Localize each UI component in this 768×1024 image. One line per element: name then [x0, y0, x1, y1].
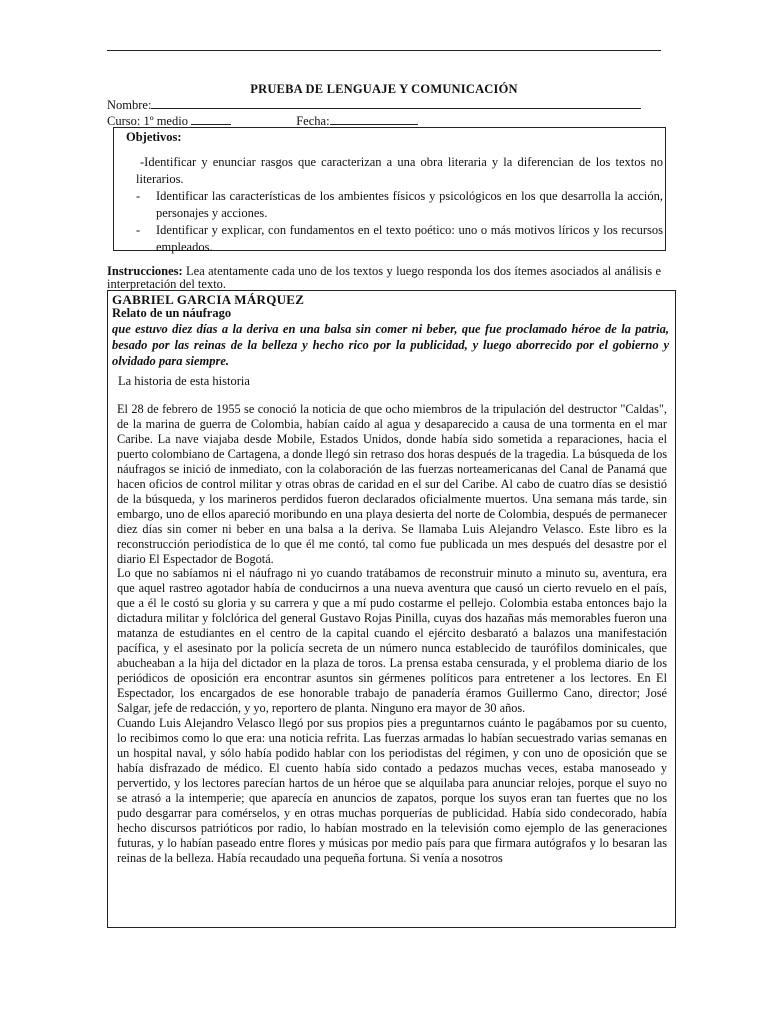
instructions-text: Lea atentamente cada uno de los textos y luego responda los dos ítemes asociados al análisis e interpretación del texto. — [107, 264, 661, 291]
work-subtitle: que estuvo diez días a la deriva en una balsa sin comer ni beber, que fue proclamado héroe de la patria, besado por las reinas de la belleza y hecho rico por la publicidad, y luego aborrecido por el gobierno y olvidado para siempre. — [112, 322, 669, 368]
work-title: Relato de un náufrago — [112, 306, 232, 320]
section-title: La historia de esta historia — [118, 374, 250, 388]
objective-item — [136, 188, 663, 222]
objective-dash: - — [136, 189, 141, 203]
header-rule — [107, 50, 661, 51]
nombre-field[interactable] — [151, 97, 641, 109]
paragraph: Lo que no sabíamos ni el náufrago ni yo cuando tratábamos de reconstruir minuto a minuto su, aventura, era que aquel rastreo agotador había de conducirnos a una nueva aventura que causó un cierto revuelo en el país, que a él le costó su gloria y su carrera y que a mí pudo costarme el pellejo. Colombia estaba entonces bajo la dictadura militar y folclórica del general Gustavo Rojas Pinilla, cuyas dos hazañas más memorables fueron una matanza de estudiantes en el centro de la capital cuando el ejército desbarató a balazos una manifestación pacífica, y el asesinato por la policía secreta de un número nunca establecido de taurófilos dominicales, que abucheaban a la hija del dictador en la plaza de toros. La prensa estaba censurada, y el problema diario de los periódicos de oposición era encontrar asuntos sin gérmenes políticos para entretener a los lectores. En El Espectador, los encargados de ese honorable trabajo de panadería éramos Guillermo Cano, director; José Salgar, jefe de redacción, y yo, reportero de planta. Ninguno era mayor de 30 años. — [117, 566, 667, 716]
paragraph: Cuando Luis Alejandro Velasco llegó por sus propios pies a preguntarnos cuánto le pagábamos por su cuento, lo recibimos como lo que era: una noticia refrita. Las fuerzas armadas lo habían secuestrado varias semanas en un hospital naval, y sólo había podido hablar con los periodistas del régimen, y con uno de oposición que se había disfrazado de médico. El cuento había sido contado a pedazos muchas veces, estaba manoseado y pervertido, y los lectores parecían hartos de un héroe que se alquilaba para anunciar relojes, porque el suyo no se atrasó a la intemperie; que aparecía en anuncios de zapatos, porque los suyos eran tan fuertes que no los pudo desgarrar para comérselos, y en otras muchas porquerías de publicidad. Había sido condecorado, había hecho discursos patrióticos por radio, lo habían mostrado en la televisión como ejemplo de las generaciones futuras, y lo habían paseado entre flores y músicas por medio país para que firmara autógrafos y lo besaran las reinas de la belleza. Había recaudado una pequeña fortuna. Si venía a nosotros — [117, 716, 667, 865]
paragraph: El 28 de febrero de 1955 se conoció la noticia de que ocho miembros de la tripulación del destructor "Caldas", de la marina de guerra de Colombia, habían caído al agua y desaparecido a causa de una tormenta en el mar Caribe. La nave viajaba desde Mobile, Estados Unidos, donde había sido sometida a reparaciones, hacia el puerto colombiano de Cartagena, a donde llegó sin retraso dos horas después de la tragedia. La búsqueda de los náufragos se inició de inmediato, con la colaboración de las fuerzas norteamericanas del Canal de Panamá que hacen oficios de control militar y otras obras de caridad en el sur del Caribe. Al cabo de cuatro días se desistió de la búsqueda, y los marineros perdidos fueron declarados oficialmente muertos. Una semana más tarde, sin embargo, uno de ellos apareció moribundo en una playa desierta del norte de Colombia, después de permanecer diez días sin comer ni beber en una balsa a la deriva. Se llamaba Luis Alejandro Velasco. Este libro es la reconstrucción periodística de lo que él me contó, tal como fue publicada un mes después del desastre por el diario El Espectador de Bogotá. — [117, 402, 667, 566]
objective-item — [136, 222, 663, 256]
objective-dash: - — [136, 223, 141, 237]
nombre-label: Nombre: — [107, 98, 152, 112]
curso-field[interactable] — [191, 113, 231, 125]
instructions — [107, 265, 661, 290]
objective-text: Identificar y explicar, con fundamentos en el texto poético: uno o más motivos líricos y los recursos empleados. — [156, 223, 663, 254]
page-title: PRUEBA DE LENGUAJE Y COMUNICACIÓN — [250, 82, 518, 96]
reading-body — [117, 402, 667, 866]
objective-text: -Identificar y enunciar rasgos que caracterizan a una obra literaria y la diferencian de los textos no literarios. — [136, 155, 663, 186]
objective-text: Identificar las características de los ambientes físicos y psicológicos en los que desarrolla la acción, personajes y acciones. — [156, 189, 663, 220]
nombre-row — [107, 97, 641, 113]
objectives-title: Objetivos: — [126, 130, 182, 144]
objective-item — [136, 154, 663, 188]
instructions-label: Instrucciones: — [107, 264, 183, 278]
fecha-field[interactable] — [330, 113, 418, 125]
reading-text-box — [107, 290, 676, 928]
objectives-box — [113, 127, 666, 254]
curso-label: Curso: 1º medio — [107, 114, 188, 128]
fecha-label: Fecha: — [296, 114, 330, 128]
author-name: GABRIEL GARCIA MÁRQUEZ — [112, 292, 305, 307]
